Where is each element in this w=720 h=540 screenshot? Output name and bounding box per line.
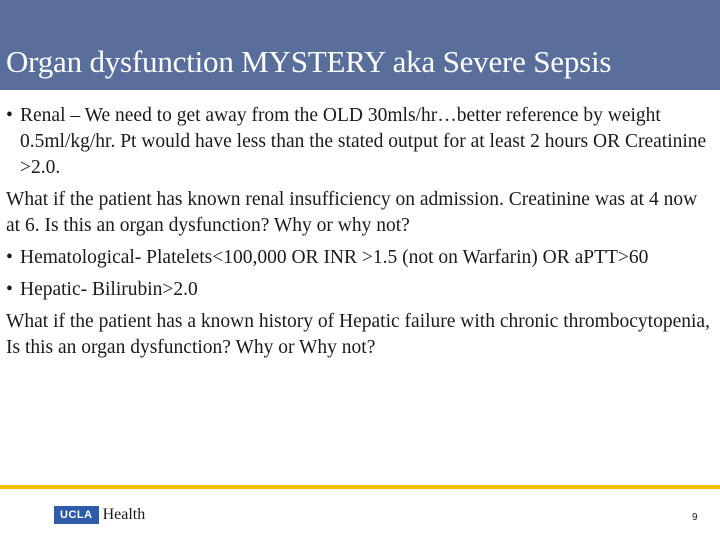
renal-question: What if the patient has known renal insufficiency on admission. Creatinine was at 4 now at 6. Is this an organ dysfunction? Why or why not? [6,189,698,236]
footer-accent-line [0,485,720,489]
hepatic-question: What if the patient has a known history of Hepatic failure with chronic thrombocytopenia, Is this an organ dysfunction? Why or Why not? [6,311,710,358]
slide-title: Organ dysfunction MYSTERY aka Severe Sepsis [6,44,612,79]
bullet-renal-text: Renal – We need to get away from the OLD 30mls/hr…better reference by weight 0.5ml/kg/hr. Pt would have less than the stated output for at least 2 hours OR Creatinine >2.0. [20,105,707,178]
bullet-mark: • [6,247,13,268]
bullet-renal [6,103,714,181]
bullet-mark: • [6,105,13,126]
bullet-hepatic-text: Hepatic- Bilirubin>2.0 [20,279,198,300]
logo-word: Health [102,506,146,523]
ucla-health-logo [54,506,145,524]
bullet-mark: • [6,279,13,300]
bullet-hematological [6,245,714,271]
title-bar [0,0,720,90]
bullet-hematological-text: Hematological- Platelets<100,000 OR INR >1.5 (not on Warfarin) OR aPTT>60 [20,247,649,268]
bullet-hepatic [6,277,714,303]
page-number: 9 [692,512,698,523]
slide-body [6,103,714,367]
logo-box: UCLA [54,506,99,524]
